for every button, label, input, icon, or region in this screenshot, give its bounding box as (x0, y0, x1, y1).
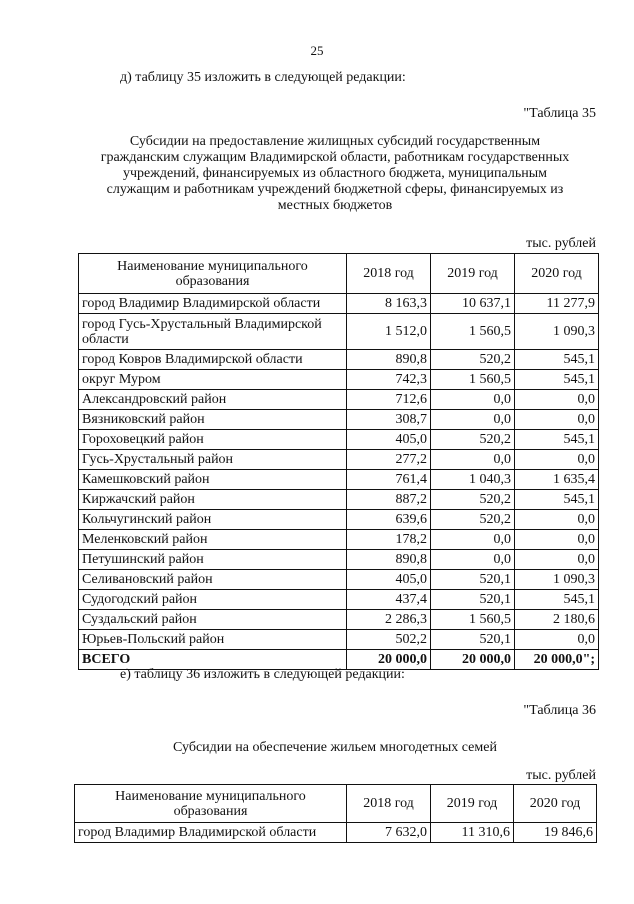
value-2020: 1 090,3 (515, 314, 599, 350)
row-name: Гороховецкий район (79, 430, 347, 450)
value-2018: 712,6 (347, 390, 431, 410)
value-2020: 0,0 (515, 530, 599, 550)
page-number: 25 (310, 43, 324, 58)
value-2019: 520,2 (431, 430, 515, 450)
title-line: Субсидии на предоставление жилищных субсидий государственным (129, 134, 541, 149)
title-line: гражданским служащим Владимирской области, работникам государственных (100, 150, 570, 165)
total-2018: 20 000,0 (347, 650, 431, 670)
value-2019: 520,2 (431, 490, 515, 510)
table-row (79, 590, 599, 610)
value-2019: 1 560,5 (431, 370, 515, 390)
value-2018: 405,0 (347, 570, 431, 590)
value-2019: 520,1 (431, 590, 515, 610)
table-35-units: тыс. рублей (526, 236, 596, 251)
value-2020: 545,1 (515, 490, 599, 510)
value-2019: 0,0 (431, 530, 515, 550)
row-name: Камешковский район (79, 470, 347, 490)
table-row (79, 430, 599, 450)
row-name: город Ковров Владимирской области (79, 350, 347, 370)
value-2018: 890,8 (347, 350, 431, 370)
title-line: местных бюджетов (277, 198, 393, 213)
header-name: Наименование муниципального образования (79, 254, 347, 294)
value-2020: 0,0 (515, 550, 599, 570)
row-name: Кольчугинский район (79, 510, 347, 530)
value-2019: 0,0 (431, 450, 515, 470)
value-2018: 502,2 (347, 630, 431, 650)
value-2018: 761,4 (347, 470, 431, 490)
total-2019: 20 000,0 (431, 650, 515, 670)
table-row (79, 550, 599, 570)
table-header-row (75, 785, 597, 823)
table-36-units: тыс. рублей (526, 768, 596, 783)
value-2020: 545,1 (515, 430, 599, 450)
value-2020: 1 635,4 (515, 470, 599, 490)
value-2018: 437,4 (347, 590, 431, 610)
value-2019: 0,0 (431, 410, 515, 430)
row-name: Киржачский район (79, 490, 347, 510)
table-row (79, 610, 599, 630)
header-2019: 2019 год (431, 254, 515, 294)
value-2018: 1 512,0 (347, 314, 431, 350)
row-name: город Гусь-Хрустальный Владимирской области (79, 314, 347, 350)
value-2018: 742,3 (347, 370, 431, 390)
row-name: Селивановский район (79, 570, 347, 590)
row-name: город Владимир Владимирской области (75, 823, 347, 843)
value-2020: 0,0 (515, 450, 599, 470)
total-label: ВСЕГО (79, 650, 347, 670)
value-2019: 0,0 (431, 390, 515, 410)
value-2020: 545,1 (515, 350, 599, 370)
value-2020: 0,0 (515, 390, 599, 410)
value-2019: 0,0 (431, 550, 515, 570)
table-row (79, 350, 599, 370)
table-header-row (79, 254, 599, 294)
value-2018: 887,2 (347, 490, 431, 510)
value-2018: 2 286,3 (347, 610, 431, 630)
row-name: Судогодский район (79, 590, 347, 610)
table-row (79, 530, 599, 550)
total-2020: 20 000,0"; (515, 650, 599, 670)
value-2019: 1 560,5 (431, 314, 515, 350)
value-2019: 520,2 (431, 510, 515, 530)
table-row (79, 470, 599, 490)
value-2019: 11 310,6 (431, 823, 514, 843)
header-name: Наименование муниципального образования (75, 785, 347, 823)
table-row (79, 630, 599, 650)
header-2020: 2020 год (515, 254, 599, 294)
header-2019: 2019 год (431, 785, 514, 823)
table-35-title (70, 134, 600, 214)
value-2018: 277,2 (347, 450, 431, 470)
row-name: Юрьев-Польский район (79, 630, 347, 650)
title-line: служащим и работникам учреждений бюджетной сферы, финансируемых из (106, 182, 564, 197)
table-35 (78, 253, 599, 670)
value-2018: 890,8 (347, 550, 431, 570)
value-2020: 545,1 (515, 370, 599, 390)
row-name: Гусь-Хрустальный район (79, 450, 347, 470)
header-2018: 2018 год (347, 254, 431, 294)
table-36 (74, 784, 597, 843)
row-name: Суздальский район (79, 610, 347, 630)
value-2020: 0,0 (515, 630, 599, 650)
table-row (79, 490, 599, 510)
value-2019: 10 637,1 (431, 294, 515, 314)
row-name: Меленковский район (79, 530, 347, 550)
value-2018: 405,0 (347, 430, 431, 450)
row-name: Александровский район (79, 390, 347, 410)
table-row (79, 570, 599, 590)
instruction-table-36: е) таблицу 36 изложить в следующей редакции: (120, 667, 405, 682)
value-2019: 1 040,3 (431, 470, 515, 490)
value-2018: 7 632,0 (347, 823, 431, 843)
value-2020: 0,0 (515, 410, 599, 430)
table-row (79, 410, 599, 430)
value-2020: 1 090,3 (515, 570, 599, 590)
table-row (79, 314, 599, 350)
table-35-label: "Таблица 35 (523, 106, 596, 121)
value-2019: 520,2 (431, 350, 515, 370)
header-2018: 2018 год (347, 785, 431, 823)
value-2020: 19 846,6 (514, 823, 597, 843)
table-row (79, 510, 599, 530)
value-2020: 11 277,9 (515, 294, 599, 314)
value-2018: 639,6 (347, 510, 431, 530)
value-2020: 2 180,6 (515, 610, 599, 630)
table-row (79, 390, 599, 410)
table-36-title: Субсидии на обеспечение жильем многодетных семей (173, 740, 497, 755)
row-name: округ Муром (79, 370, 347, 390)
table-36-label: "Таблица 36 (523, 703, 596, 718)
table-row (79, 294, 599, 314)
row-name: Вязниковский район (79, 410, 347, 430)
value-2020: 0,0 (515, 510, 599, 530)
table-row (79, 450, 599, 470)
row-name: город Владимир Владимирской области (79, 294, 347, 314)
table-row (75, 823, 597, 843)
row-name: Петушинский район (79, 550, 347, 570)
value-2018: 178,2 (347, 530, 431, 550)
value-2020: 545,1 (515, 590, 599, 610)
instruction-table-35: д) таблицу 35 изложить в следующей редакции: (120, 70, 406, 85)
title-line: учреждений, финансируемых из областного бюджета, муниципальным (122, 166, 548, 181)
value-2019: 1 560,5 (431, 610, 515, 630)
value-2018: 308,7 (347, 410, 431, 430)
value-2019: 520,1 (431, 570, 515, 590)
header-2020: 2020 год (514, 785, 597, 823)
value-2018: 8 163,3 (347, 294, 431, 314)
table-row (79, 370, 599, 390)
value-2019: 520,1 (431, 630, 515, 650)
